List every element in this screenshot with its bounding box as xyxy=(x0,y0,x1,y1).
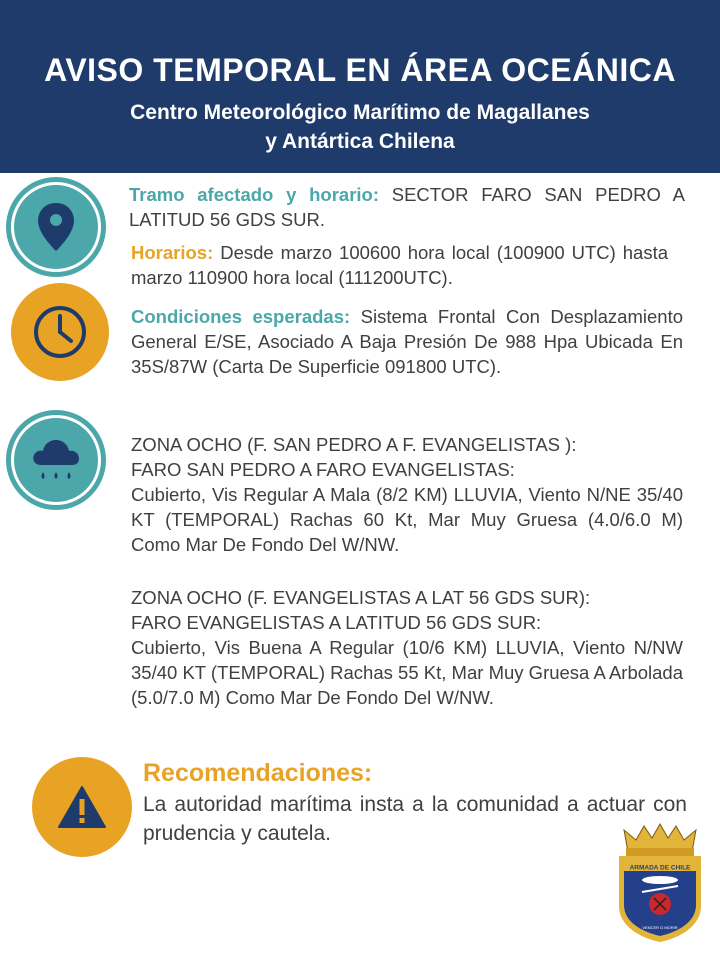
warning-icon-badge xyxy=(32,757,132,857)
crest-banner-text: ARMADA DE CHILE xyxy=(629,864,691,872)
subtitle-line-2: y Antártica Chilena xyxy=(265,130,455,153)
tramo-label: Tramo afectado y horario: xyxy=(129,184,379,205)
zona2-subheading: FARO EVANGELISTAS A LATITUD 56 GDS SUR: xyxy=(131,612,542,633)
tramo-text: SECTOR FARO SAN PEDRO A LATITUD 56 GDS SUR. xyxy=(129,184,685,230)
zona2-heading: ZONA OCHO (F. EVANGELISTAS A LAT 56 GDS SUR): xyxy=(131,587,591,608)
location-icon-badge xyxy=(6,177,106,277)
page-subtitle xyxy=(0,98,720,156)
clock-icon-badge xyxy=(11,283,109,381)
zona-ocho-sector-1 xyxy=(131,432,683,557)
zona-ocho-sector-2 xyxy=(131,585,683,710)
crest-motto-text: VENCER O MORIR xyxy=(642,925,678,930)
tramo-section xyxy=(129,182,685,232)
condiciones-label: Condiciones esperadas: xyxy=(131,306,351,327)
rain-cloud-icon xyxy=(29,435,83,485)
zona1-subheading: FARO SAN PEDRO A FARO EVANGELISTAS: xyxy=(131,459,515,480)
recomendaciones-text: La autoridad marítima insta a la comunidad a actuar con prudencia y cautela. xyxy=(143,793,687,845)
condiciones-text: Sistema Frontal Con Desplazamiento General E/SE, Asociado A Baja Presión De 988 Hpa Ubicada En 35S/87W (Carta De Superficie 091800 UTC). xyxy=(131,306,684,377)
location-pin-icon xyxy=(36,201,76,253)
zona1-forecast: Cubierto, Vis Regular A Mala (8/2 KM) LLUVIA, Viento N/NE 35/40 KT (TEMPORAL) Rachas 60 Kt, Mar Muy Gruesa (4.0/6.0 M) Como Mar De Fondo Del W/NW. xyxy=(131,484,683,555)
horarios-text: Desde marzo 100600 hora local (100900 UTC) hasta marzo 110900 hora local (111200UTC). xyxy=(131,242,668,288)
header-banner xyxy=(0,0,720,173)
zona2-forecast: Cubierto, Vis Buena A Regular (10/6 KM) LLUVIA, Viento N/NW 35/40 KT (TEMPORAL) Rachas 55 Kt, Mar Muy Gruesa A Arbolada (5.0/7.0 M) Como Mar De Fondo Del W/NW. xyxy=(131,637,683,708)
clock-icon xyxy=(33,305,87,359)
horarios-section xyxy=(131,240,668,290)
page-title: AVISO TEMPORAL EN ÁREA OCEÁNICA xyxy=(44,52,676,88)
recomendaciones-title: Recomendaciones: xyxy=(143,759,373,787)
warning-icon xyxy=(57,785,107,829)
horarios-label: Horarios: xyxy=(131,242,214,263)
rain-icon-badge xyxy=(6,410,106,510)
zona1-heading: ZONA OCHO (F. SAN PEDRO A F. EVANGELISTAS ): xyxy=(131,434,577,455)
armada-crest-logo xyxy=(614,822,706,944)
subtitle-line-1: Centro Meteorológico Marítimo de Magallanes xyxy=(130,101,590,124)
condiciones-section xyxy=(131,304,683,379)
